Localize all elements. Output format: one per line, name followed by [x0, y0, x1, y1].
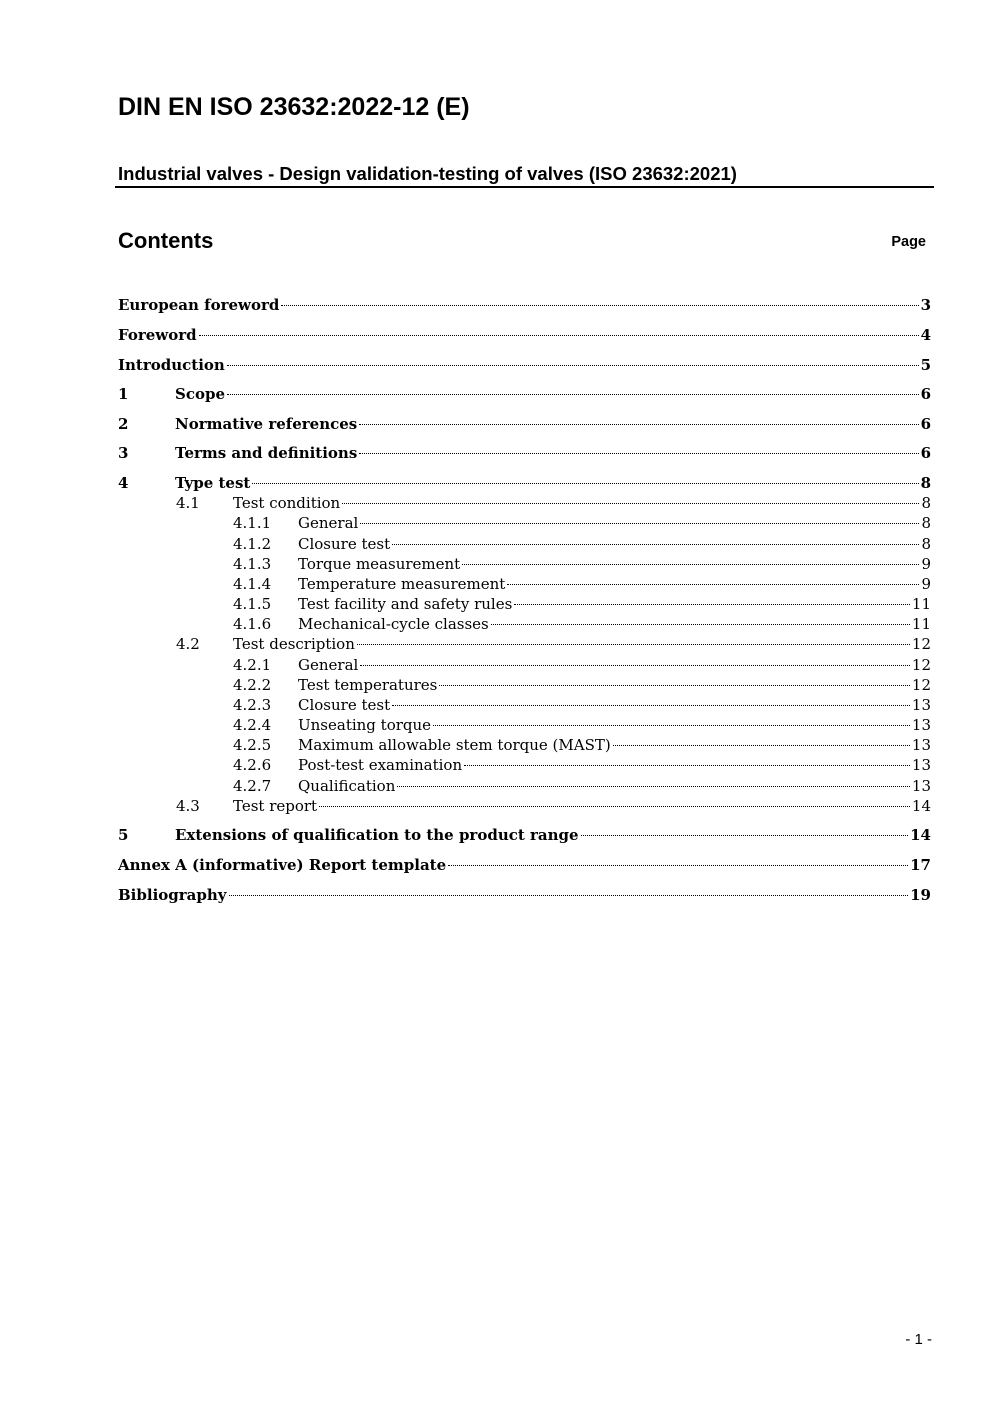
toc-entry-number: 1	[118, 385, 129, 403]
toc-entry-page: 3	[920, 296, 931, 314]
toc-entry-4-2-4[interactable]	[233, 715, 931, 735]
dot-leader	[357, 644, 910, 645]
toc-entry-page: 12	[911, 656, 931, 674]
toc-entry-foreword[interactable]	[118, 325, 931, 345]
toc-entry-number: 4.2.6	[233, 756, 272, 774]
toc-entry-page: 6	[920, 415, 931, 433]
dot-leader	[252, 483, 918, 484]
toc-entry-label: General	[298, 514, 359, 532]
toc-entry-page: 6	[920, 444, 931, 462]
toc-entry-label: Normative references	[175, 415, 358, 433]
toc-entry-number: 4.1.3	[233, 555, 272, 573]
toc-entry-number: 4.1.2	[233, 535, 272, 553]
toc-entry-label: Closure test	[298, 696, 391, 714]
toc-entry-page: 14	[911, 797, 931, 815]
dot-leader	[392, 705, 910, 706]
toc-entry-page: 11	[911, 615, 931, 633]
toc-entry-label: Test temperatures	[298, 676, 438, 694]
toc-entry-extensions-of-qualification[interactable]	[118, 825, 931, 845]
dot-leader	[360, 665, 910, 666]
page-column-heading: Page	[891, 234, 926, 250]
toc-entry-page: 12	[911, 676, 931, 694]
toc-entry-4-2-6[interactable]	[233, 755, 931, 775]
dot-leader	[227, 365, 919, 366]
toc-entry-page: 8	[920, 474, 931, 492]
toc-entry-4-2-7[interactable]	[233, 776, 931, 796]
dot-leader	[359, 453, 918, 454]
toc-entry-european-foreword[interactable]	[118, 295, 931, 315]
toc-entry-label: Terms and definitions	[175, 444, 358, 462]
toc-entry-label: Type test	[175, 474, 251, 492]
dot-leader	[613, 745, 910, 746]
toc-entry-page: 17	[910, 856, 931, 874]
subtitle-divider	[115, 186, 934, 188]
toc-entry-label: Introduction	[118, 356, 225, 374]
dot-leader	[507, 584, 919, 585]
toc-entry-label: Unseating torque	[298, 716, 432, 734]
toc-entry-label: Test description	[233, 635, 355, 653]
dot-leader	[397, 786, 910, 787]
toc-entry-number: 5	[118, 826, 129, 844]
toc-entry-number: 4.2.3	[233, 696, 272, 714]
toc-entry-4-1-6[interactable]	[233, 614, 931, 634]
toc-entry-4-1-2[interactable]	[233, 534, 931, 554]
toc-entry-page: 8	[921, 535, 931, 553]
toc-entry-label: Bibliography	[118, 886, 227, 904]
dot-leader	[360, 523, 919, 524]
toc-entry-page: 12	[911, 635, 931, 653]
toc-entry-type-test[interactable]	[118, 473, 931, 493]
dot-leader	[392, 544, 919, 545]
toc-entry-label: Closure test	[298, 535, 391, 553]
toc-entry-label: Temperature measurement	[298, 575, 506, 593]
toc-entry-number: 4.3	[176, 797, 200, 815]
dot-leader	[462, 564, 919, 565]
toc-entry-number: 3	[118, 444, 129, 462]
document-title: DIN EN ISO 23632:2022-12 (E)	[118, 93, 470, 121]
toc-entry-number: 4.2.7	[233, 777, 272, 795]
toc-entry-label: Extensions of qualification to the product range	[175, 826, 579, 844]
toc-entry-number: 4.1.5	[233, 595, 272, 613]
dot-leader	[359, 424, 918, 425]
toc-entry-number: 4.1.1	[233, 514, 272, 532]
toc-entry-number: 4.1.4	[233, 575, 272, 593]
toc-entry-4-2-1[interactable]	[233, 655, 931, 675]
toc-entry-label: Foreword	[118, 326, 197, 344]
toc-entry-label: Scope	[175, 385, 226, 403]
toc-entry-page: 13	[911, 696, 931, 714]
toc-entry-page: 13	[911, 777, 931, 795]
toc-entry-number: 4.2.2	[233, 676, 272, 694]
toc-entry-number: 4	[118, 474, 129, 492]
dot-leader	[581, 835, 909, 836]
toc-entry-page: 13	[911, 716, 931, 734]
dot-leader	[199, 335, 919, 336]
toc-entry-label: Qualification	[298, 777, 396, 795]
dot-leader	[229, 895, 909, 896]
toc-entry-page: 13	[911, 736, 931, 754]
dot-leader	[319, 806, 910, 807]
toc-entry-normative-references[interactable]	[118, 414, 931, 434]
toc-entry-4-1[interactable]	[176, 493, 931, 513]
toc-entry-number: 4.2.1	[233, 656, 272, 674]
toc-entry-page: 9	[921, 575, 931, 593]
dot-leader	[514, 604, 910, 605]
toc-entry-number: 4.2	[176, 635, 200, 653]
toc-entry-4-3[interactable]	[176, 796, 931, 816]
toc-entry-terms-and-definitions[interactable]	[118, 443, 931, 463]
toc-entry-label: Post-test examination	[298, 756, 463, 774]
toc-entry-label: Annex A (informative) Report template	[118, 856, 447, 874]
toc-entry-annex-a[interactable]	[118, 855, 931, 875]
toc-entry-label: Maximum allowable stem torque (MAST)	[298, 736, 611, 754]
dot-leader	[448, 865, 908, 866]
toc-entry-label: General	[298, 656, 359, 674]
toc-entry-number: 4.1	[176, 494, 200, 512]
toc-entry-page: 19	[910, 886, 931, 904]
toc-entry-label: Test condition	[233, 494, 341, 512]
page-number: - 1 -	[905, 1331, 932, 1348]
toc-entry-page: 5	[920, 356, 931, 374]
toc-entry-4-1-5[interactable]	[233, 594, 931, 614]
dot-leader	[281, 305, 918, 306]
toc-entry-label: Torque measurement	[298, 555, 461, 573]
toc-entry-4-2-2[interactable]	[233, 675, 931, 695]
toc-entry-4-2-5[interactable]	[233, 735, 931, 755]
toc-entry-scope[interactable]	[118, 384, 931, 404]
document-subtitle: Industrial valves - Design validation-testing of valves (ISO 23632:2021)	[118, 163, 737, 184]
toc-entry-number: 4.1.6	[233, 615, 272, 633]
toc-entry-introduction[interactable]	[118, 355, 931, 375]
toc-entry-4-2[interactable]	[176, 634, 931, 654]
dot-leader	[464, 765, 910, 766]
toc-entry-page: 11	[911, 595, 931, 613]
dot-leader	[439, 685, 910, 686]
toc-entry-bibliography[interactable]	[118, 885, 931, 905]
toc-entry-label: Mechanical-cycle classes	[298, 615, 489, 633]
toc-entry-4-1-1[interactable]	[233, 513, 931, 533]
dot-leader	[433, 725, 910, 726]
toc-entry-4-1-4[interactable]	[233, 574, 931, 594]
toc-entry-page: 8	[921, 494, 931, 512]
toc-entry-label: Test facility and safety rules	[298, 595, 513, 613]
toc-entry-page: 6	[920, 385, 931, 403]
toc-entry-number: 4.2.5	[233, 736, 272, 754]
toc-entry-4-2-3[interactable]	[233, 695, 931, 715]
toc-entry-label: Test report	[233, 797, 318, 815]
contents-heading: Contents	[118, 228, 214, 253]
toc-entry-page: 13	[911, 756, 931, 774]
toc-entry-page: 14	[910, 826, 931, 844]
toc-entry-page: 9	[921, 555, 931, 573]
toc-entry-page: 8	[921, 514, 931, 532]
toc-entry-number: 2	[118, 415, 129, 433]
dot-leader	[227, 394, 919, 395]
toc-entry-number: 4.2.4	[233, 716, 272, 734]
dot-leader	[491, 624, 910, 625]
toc-entry-label: European foreword	[118, 296, 280, 314]
toc-entry-page: 4	[920, 326, 931, 344]
dot-leader	[342, 503, 919, 504]
toc-entry-4-1-3[interactable]	[233, 554, 931, 574]
